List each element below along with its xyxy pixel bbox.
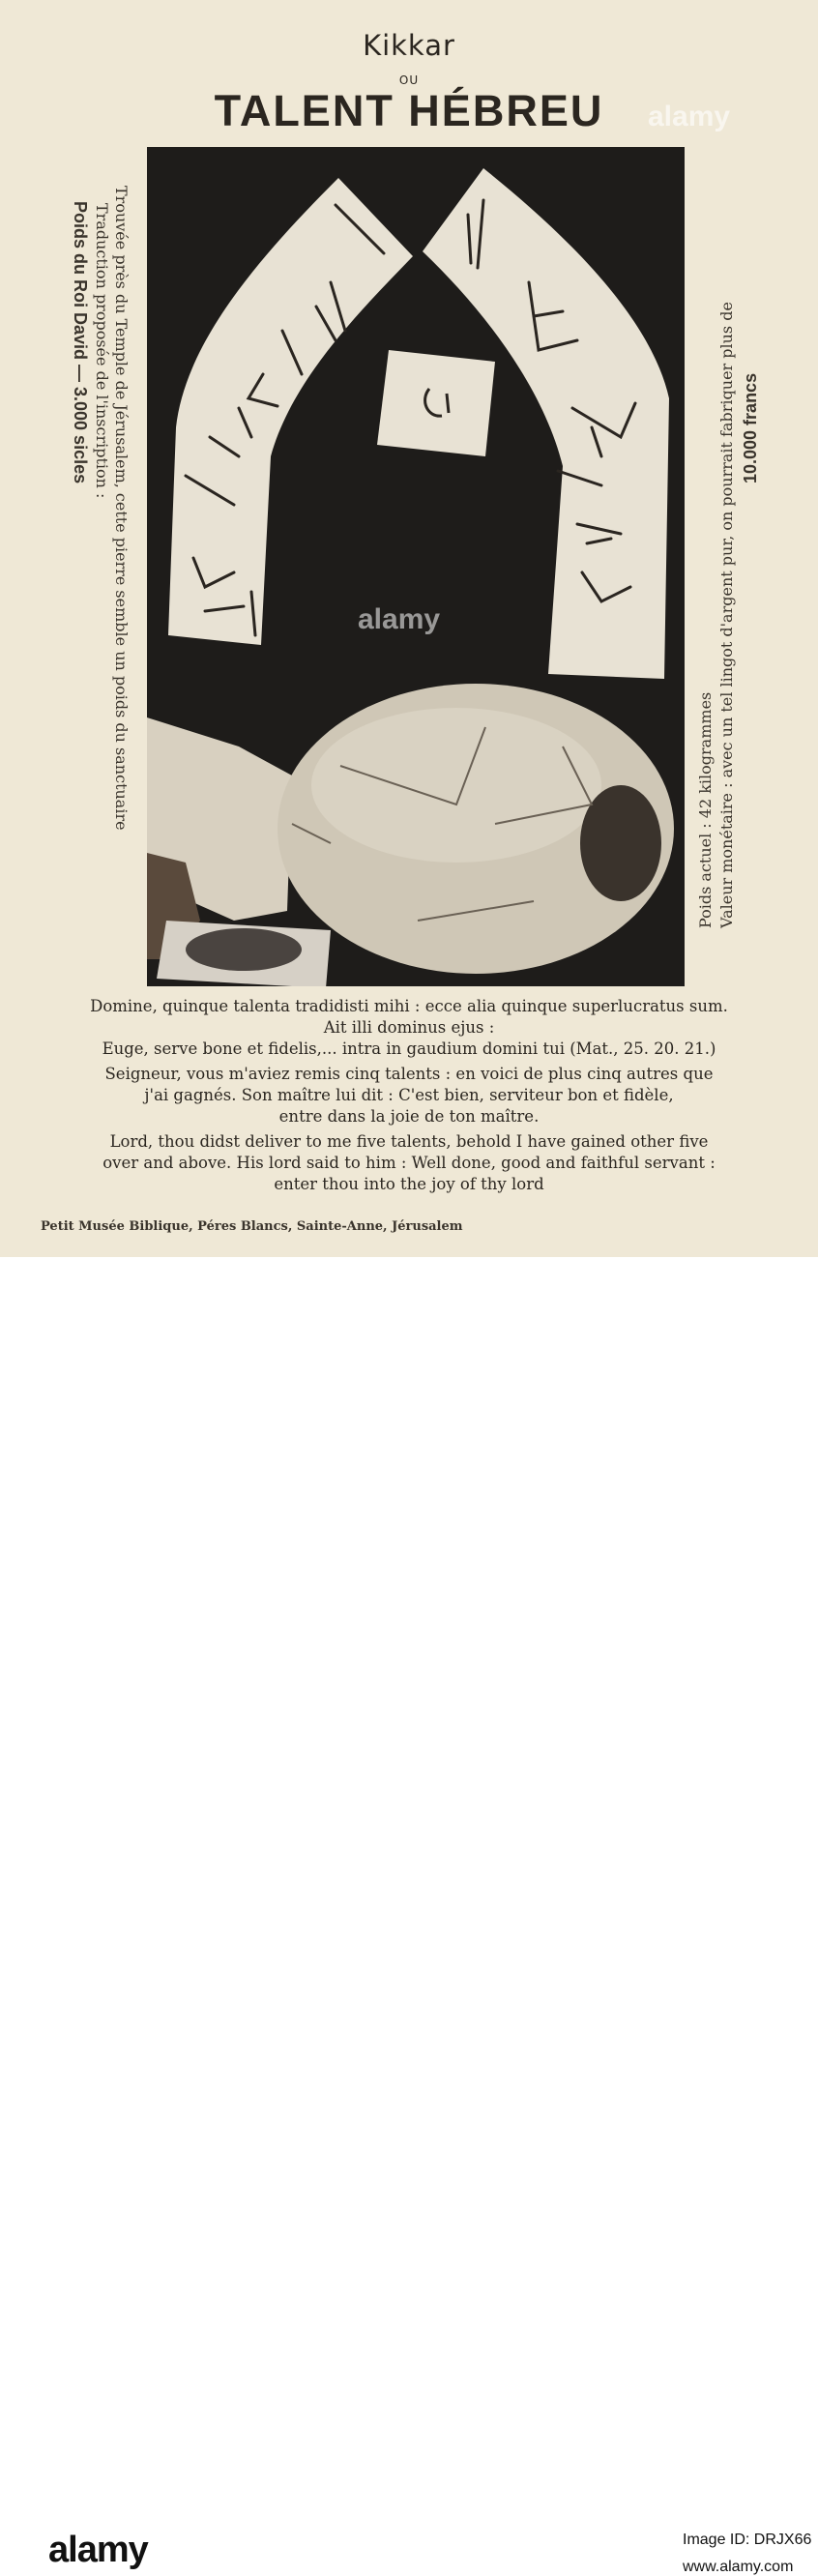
caption-translation-label: Traduction proposée de l'inscription :: [93, 203, 111, 499]
quote-line: Lord, thou didst deliver to me five talents, behold I have gained other five: [109, 1132, 709, 1151]
postcard: [0, 0, 818, 1257]
caption-weight: Poids actuel : 42 kilogrammes: [696, 691, 715, 928]
caption-translation: Poids du Roi David — 3.000 sicles: [71, 201, 90, 484]
title-ou: OU: [398, 73, 420, 87]
quote-line: over and above. His lord said to him : Well done, good and faithful servant :: [102, 1154, 716, 1172]
quote-french: [29, 1064, 789, 1127]
alamy-logo: alamy: [48, 2530, 148, 2570]
quote-line: Domine, quinque talenta tradidisti mihi : ecce alia quinque superlucratus sum.: [90, 997, 728, 1015]
title-talent-hebreu: TALENT HÉBREU: [214, 86, 604, 135]
publisher-footer: Petit Musée Biblique, Péres Blancs, Sainte-Anne, Jérusalem: [41, 1219, 463, 1234]
title-kikkar: Kikkar: [363, 29, 455, 62]
caption-value: Valeur monétaire : avec un tel lingot d'argent pur, on pourrait fabriquer plus de: [717, 302, 736, 928]
quote-line: j'ai gagnés. Son maître lui dit : C'est bien, serviteur bon et fidèle,: [144, 1086, 674, 1104]
kikkar-photo-illustration: [147, 147, 685, 986]
right-vertical-caption: [694, 155, 762, 928]
quote-line: entre dans la joie de ton maître.: [278, 1107, 540, 1126]
alamy-watermark-top: alamy: [648, 101, 731, 132]
caption-francs: 10.000 francs: [741, 372, 760, 483]
left-vertical-caption: [69, 186, 131, 831]
quote-line: Seigneur, vous m'aviez remis cinq talents : en voici de plus cinq autres que: [104, 1065, 714, 1083]
image-id: Image ID: DRJX66: [683, 2532, 812, 2548]
quote-english: [29, 1131, 789, 1195]
stock-banner: [0, 1257, 818, 2575]
quote-line: enter thou into the joy of thy lord: [274, 1175, 544, 1193]
inscription-paper-left: [168, 178, 413, 645]
photograph: [147, 147, 685, 986]
alamy-url: www.alamy.com: [683, 2559, 794, 2575]
quote-line: Ait illi dominus ejus :: [323, 1018, 495, 1037]
quote-latin: [29, 996, 789, 1060]
quote-line: Euge, serve bone et fidelis,... intra in gaudium domini tui (Mat., 25. 20. 21.): [102, 1039, 716, 1058]
caption-found: Trouvée près du Temple de Jérusalem, cette pierre semble un poids du sanctuaire: [112, 186, 131, 831]
inscription-paper-center: [377, 350, 495, 456]
alamy-watermark-center: alamy: [358, 603, 441, 635]
